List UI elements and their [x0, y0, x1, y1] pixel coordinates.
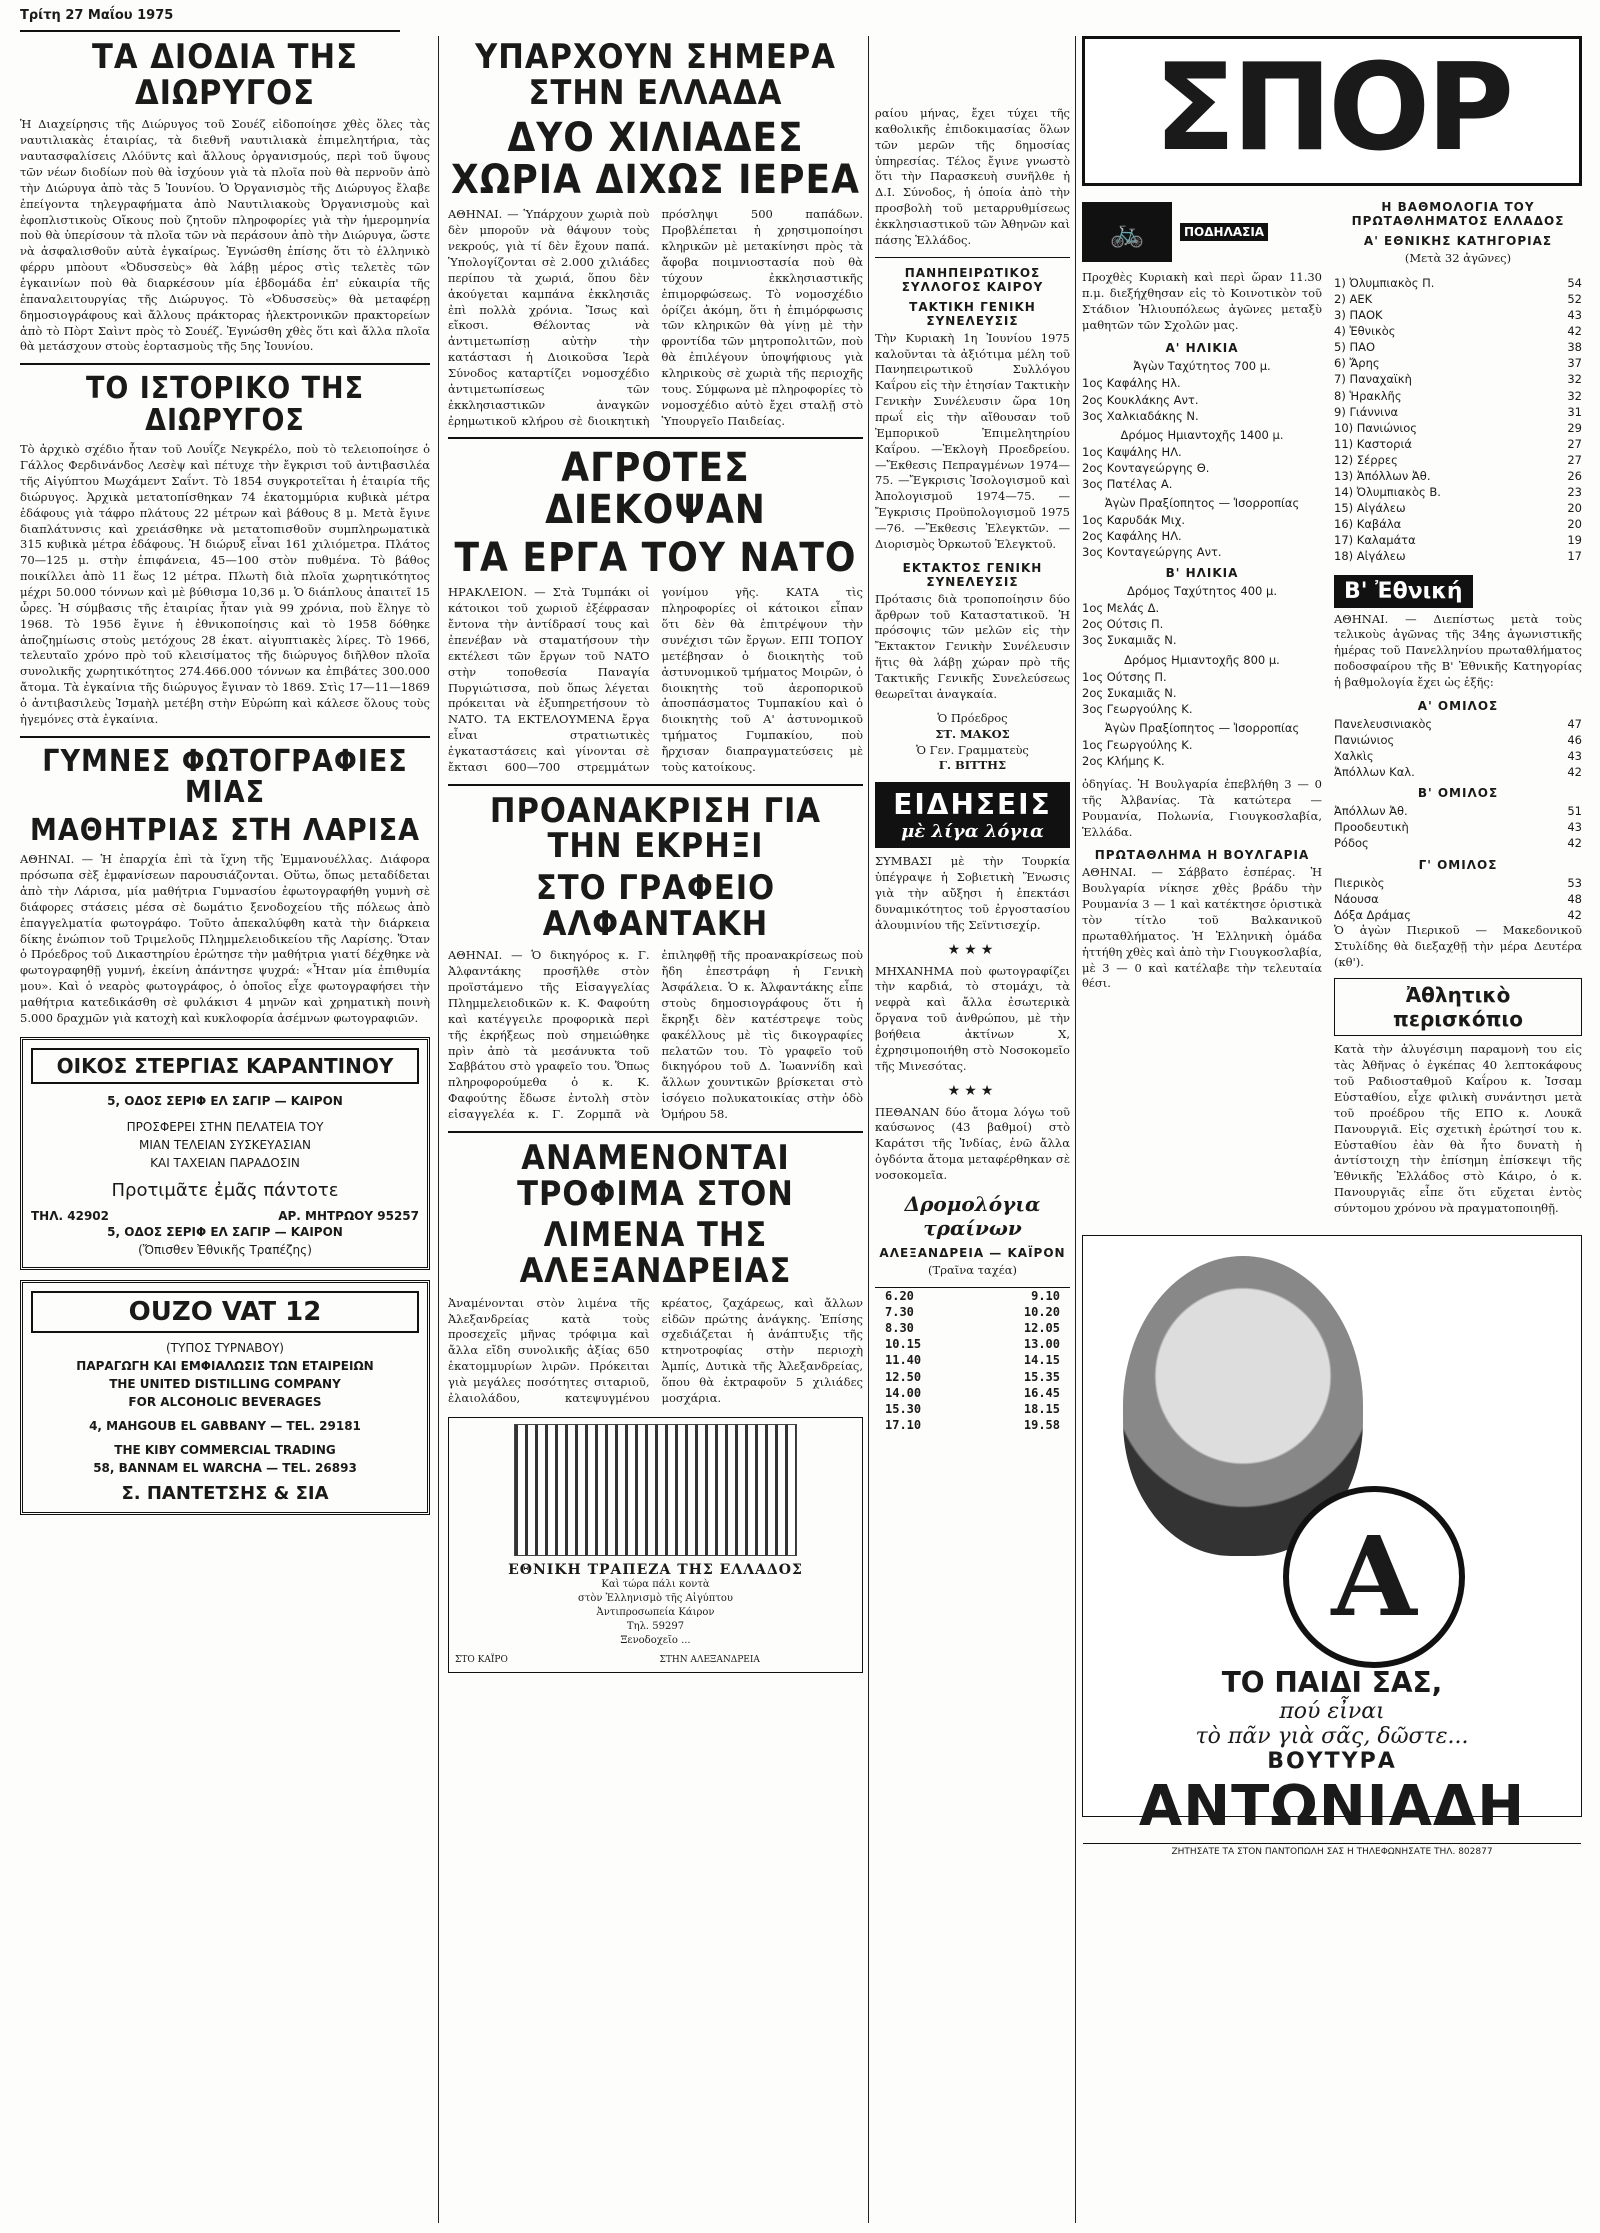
- article-body: ΗΡΑΚΛΕΙΟΝ. — Στὰ Τυμπάκι οἱ κάτοικοι τοῦ χωριοῦ ἐξέφρασαν ἔντονα τὴν ἀντίδρασί τους καὶ ἐπενέβαν νὰ σταματήσουν τὴν εκτέλεσι τῶν ἔργων τοῦ ΝΑΤΟ στὴν τοποθεσία Παναγία Πυργιώτισσα, ποὺ ὅπως λέγεται πρόκειται νὰ ἐξυπηρετήσουν τὸ ΝΑΤΟ. ΤΑ ΕΚΤΕΛΟΥΜΕΝΑ ἔργα εἶναι στρατιωτικὲς ἐγκαταστάσεις καὶ γίνονται σὲ ἔκτασι 600—700 στρεμμάτων γονίμου γῆς. ΚΑΤΑ τὶς πληροφορίες οἱ κάτοικοι εἶπαν ὅτι δὲν θὰ ἐπιτρέψουν τὴν συνέχισι τῶν ἔργων. ΕΠΙ ΤΟΠΟΥ μετέβησαν ὁ διοικητὴς τοῦ ἀστυνομικοῦ τμήματος Μοιρῶν, ὁ διοικητὴς τοῦ ἀεροπορικοῦ ἀποσπάσματος Τυμπακίου καὶ ὁ διοικητὴς τοῦ Α' ἀστυνομικοῦ τμήματος Γυμπακίου, ποὺ ἤρχισαν διαπραγματεύσεις μὲ τοὺς κατοίκους.: [448, 585, 863, 774]
- group-b-head: Β' ΟΜΙΛΟΣ: [1417, 786, 1499, 801]
- sports-right: [1334, 194, 1582, 1225]
- article-title-line1: ΑΓΡΟΤΕΣ ΔΙΕΚΟΨΑΝ: [545, 445, 766, 534]
- table-row: [875, 1336, 1070, 1352]
- table-cell: 7.30: [885, 1304, 914, 1319]
- table-row: [1082, 600, 1322, 616]
- table-cell: 54: [1567, 275, 1582, 290]
- periscope-text: Κατὰ τὴν ἀλυγέσιμη παραμονὴ του εἰς τὰς Ἀθῆνας ὁ ἐγκέπας 40 λεπτοκάφους τοῦ Ραδιοσταθμοῦ Καΐρου κ. Ἰσσαμ Εὐσταθίου, εἶχε φιλικὴ συνάντησι μετὰ τοῦ προέδρου τῆς ΕΠΟ κ. Λουκᾶ Πανουργιᾶ. Εἰς σχετικὴ ἐρώτησί του κ. Εὐσταθίου ἐὰν θὰ ἦτο δυνατὴ ἡ ἀντίστοιχη τὴν ἐπίσημη ἐπίσκεψι τῆς Ἐθνικῆς Ἑλλάδος στὸ Κάιρο, ὁ κ. Πανουργιᾶς εἶπε ὅτι εὔχεται ἐντὸς σύντομου χρόνου νὰ πραγματοποιηθῇ.: [1334, 1042, 1582, 1215]
- article-title-line1: ΑΝΑΜΕΝΟΝΤΑΙ ΤΡΟΦΙΜΑ ΣΤΟΝ: [517, 1137, 794, 1214]
- column-rule: [1075, 36, 1076, 2223]
- ad-slogan: Προτιμᾶτε ἐμᾶς πάντοτε: [111, 1179, 339, 1201]
- article-title: ΤΑ ΔΙΟΔΙΑ ΤΗΣ ΔΙΩΡΥΓΟΣ: [92, 37, 358, 113]
- table-row: [1334, 436, 1582, 452]
- table-row: [1334, 819, 1582, 835]
- table-cell: 16.45: [1023, 1385, 1060, 1400]
- group-c-table: [1334, 875, 1582, 923]
- article-title-line1: ΠΡΟΑΝΑΚΡΙΣΗ ΓΙΑ ΤΗΝ ΕΚΡΗΞΙ: [489, 790, 822, 867]
- table-row: [1082, 669, 1322, 685]
- table-cell: 13.00: [1023, 1337, 1060, 1352]
- table-cell: 14.15: [1023, 1353, 1060, 1368]
- table-row: [1334, 371, 1582, 387]
- separator-stars: ★★★: [947, 1082, 998, 1099]
- table-row: [1334, 404, 1582, 420]
- table-cell: Ἀπόλλων Ἀθ.: [1334, 804, 1408, 819]
- table-cell: 52: [1567, 291, 1582, 306]
- table-cell: 13) Ἀπόλλων Ἀθ.: [1334, 468, 1431, 483]
- table-row: [1334, 516, 1582, 532]
- article-continuation: ραίου μήνας, ἔχει τύχει τῆς καθολικῆς ἐπιδοκιμασίας ὅλων τῶν μερῶν τῆς δημοσίας ὑπηρεσίας. Τέλος ἔγινε γνωστὸ ὅτι τὴν Παρασκευὴ συνῆλθε ἡ Δ.Ι. Σύνοδος, ἡ ὁποία ἀπὸ τὴν προσβολὴ τοῦ μεταρρυθμίσεως ἐκκλησιαστικοῦ τῶν Ἀθηνῶν καὶ πάσης Ἑλλάδος.: [875, 106, 1070, 247]
- group-c-head: Γ' ΟΜΙΛΟΣ: [1418, 857, 1498, 872]
- table-row: [1334, 548, 1582, 564]
- bank-line: Τηλ. 59297: [626, 1620, 685, 1632]
- table-cell: 3ος Πατέλας Α.: [1082, 476, 1173, 491]
- notice-subhead: ΤΑΚΤΙΚΗ ΓΕΝΙΚΗ ΣΥΝΕΛΕΥΣΙΣ: [909, 299, 1036, 328]
- league-head: Η ΒΑΘΜΟΛΟΓΙΑ ΤΟΥ ΠΡΩΤΑΘΛΗΜΑΤΟΣ ΕΛΛΑΔΟΣ: [1351, 200, 1565, 228]
- table-row: [875, 1369, 1070, 1385]
- table-cell: 46: [1567, 732, 1582, 747]
- ad-line: ΠΡΟΣΦΕΡΕΙ ΣΤΗΝ ΠΕΛΑΤΕΙΑ ΤΟΥ: [126, 1119, 324, 1134]
- ad-footer: ΖΗΤΗΣΑΤΕ ΤΑ ΣΤΟΝ ΠΑΝΤΟΠΩΛΗ ΣΑΣ Η ΤΗΛΕΦΩΝΗΣΑΤΕ ΤΗΛ. 802877: [1083, 1843, 1581, 1857]
- ad-line: 4, MAHGOUB EL GABBANY — TEL. 29181: [89, 1418, 361, 1433]
- table-row: [875, 1401, 1070, 1417]
- table-row: [1334, 452, 1582, 468]
- table-row: [1082, 753, 1322, 769]
- table-cell: 2ος Κουκλάκης Αντ.: [1082, 392, 1199, 407]
- brand-logo: Α: [1283, 1486, 1465, 1668]
- table-row: [875, 1352, 1070, 1368]
- table-cell: 31: [1567, 404, 1582, 419]
- table-cell: Νάουσα: [1334, 891, 1379, 906]
- ad-antoniadi-butter: [1082, 1235, 1582, 1857]
- table-cell: Ρόδος: [1334, 836, 1369, 851]
- table-row: [1334, 500, 1582, 516]
- signature-name: Γ. ΒΙΤΤΗΣ: [938, 758, 1007, 773]
- table-cell: 8) Ἡρακλῆς: [1334, 388, 1402, 403]
- table-row: [1082, 544, 1322, 560]
- table-row: [1334, 907, 1582, 923]
- table-cell: Πανιώνιος: [1334, 732, 1395, 747]
- table-cell: 32: [1567, 388, 1582, 403]
- ad-line: THE KIBY COMMERCIAL TRADING: [114, 1442, 336, 1457]
- table-cell: 1ος Καρυδάκ Μιχ.: [1082, 513, 1185, 527]
- table-cell: Πανελευσινιακὸς: [1334, 716, 1433, 731]
- column-4-sports: [1082, 36, 1582, 2223]
- race-head: Ἀγὼν Πραξίοπητος — Ἰσορροπίας: [1104, 720, 1300, 735]
- table-cell: 12.05: [1023, 1321, 1060, 1336]
- league-note: (Μετὰ 32 ἀγῶνες): [1404, 251, 1512, 265]
- newspaper-page: [20, 8, 1585, 2223]
- ad-address: 5, ΟΔΟΣ ΣΕΡΙΦ ΕΛ ΣΑΓΙΡ — ΚΑΙΡΟΝ: [107, 1093, 343, 1108]
- table-cell: 10.15: [885, 1337, 922, 1352]
- ad-line: ΜΙΑΝ ΤΕΛΕΙΑΝ ΣΥΣΚΕΥΑΣΙΑΝ: [139, 1137, 311, 1152]
- table-cell: 27: [1567, 452, 1582, 467]
- table-cell: 15.35: [1023, 1369, 1060, 1384]
- sports-intro: ὁδηγίας. Ἡ Βουλγαρία ἐπεβλήθη 3 — 0 τῆς Ἀλβανίας. Τὰ κατώτερα — Ρουμανία, Πολωνία, Γιουγκοσλαβία, Ἑλλάδα.: [1082, 777, 1322, 839]
- column-3: [875, 36, 1070, 2223]
- news-briefs-subtitle: μὲ λίγα λόγια: [901, 821, 1044, 843]
- notice-signature: [875, 711, 1070, 774]
- table-cell: 10) Πανιώνιος: [1334, 420, 1418, 435]
- ad-line: πού εἶναι: [1279, 1698, 1385, 1724]
- article-title-line1: ΓΥΜΝΕΣ ΦΩΤΟΓΡΑΦΙΕΣ ΜΙΑΣ: [42, 743, 408, 811]
- table-row: [1082, 685, 1322, 701]
- column-2: [448, 36, 863, 2223]
- divider: [20, 363, 430, 365]
- ad-phone: ΤΗΛ. 42902: [31, 1208, 109, 1223]
- ad-address: 5, ΟΔΟΣ ΣΕΡΙΦ ΕΛ ΣΑΓΙΡ — ΚΑΙΡΟΝ: [107, 1224, 343, 1239]
- table-row: [1334, 532, 1582, 548]
- table-cell: 16) Καβάλα: [1334, 517, 1402, 532]
- table-cell: 10.20: [1023, 1304, 1060, 1319]
- table-cell: 18.15: [1023, 1402, 1060, 1416]
- table-cell: Πιερικὸς: [1334, 875, 1385, 890]
- table-cell: 19: [1567, 533, 1582, 548]
- column-rule: [868, 36, 869, 2223]
- bank-line: Ξενοδοχεῖο ...: [620, 1634, 691, 1646]
- notice-head: ΠΑΝΗΠΕΙΡΩΤΙΚΟΣ ΣΥΛΛΟΓΟΣ ΚΑΙΡΟΥ: [901, 265, 1044, 294]
- train-route: ΑΛΕΞΑΝΔΡΕΙΑ — ΚΑΪΡΟΝ: [879, 1245, 1066, 1260]
- table-row: [1334, 484, 1582, 500]
- table-row: [875, 1320, 1070, 1336]
- table-row: [1334, 732, 1582, 748]
- article-body: Ἡ Διαχείρησις τῆς Διώρυγος τοῦ Σουέζ εἰδοποίησε χθὲς ὅλες τὰς ναυτιλιακὰς ἑταιρίας, τὰ διεθνῆ ναυτιλιακὰ ἐπιμελητήρια, τὰς ναυτασφαλίσεις Λλόϋντς καὶ ἄλλους ὀργανισμούς, περὶ τοῦ ὕψους τῶν νέων διοδίων ποὺ θὰ ἰσχύουν γιὰ τὰ πλοῖα ποὺ θὰ περνοῦν ἀπὸ τὴν Διώρυγα ἀπὸ τὰς 5 Ἰουνίου. Ὁ Ὀργανισμὸς τῆς Διώρυγος ἔλαβε ἐπείγοντα τηλεγραφήματα ἀπὸ Ναυτιλιακοὺς Ὀργανισμοὺς καὶ ἐφοπλιστικοὺς Οἴκους ποὺ ζητοῦν πληροφορίες γιὰ τὴν ἡμερομηνία ποὺ θὰ ὑπερίσουν τὰ πλοῖα τῶν νὰ περάσουν ἀπὸ τὴν Διώρυγα, ὥστε νὰ ἀσφαλισθοῦν αὐτὰ ἐγκαίρως. Ἐγνώσθη ἐπίσης ὅτι τὸ ἑλληνικὸ φέρρυ μπὸουτ «Ὀδυσσεὺς» θὰ λάβῃ μέρος στὶς τελετὲς τῶν ἐγκαινίων ποὺ θὰ διαρκέσουν μία ἑβδομάδα ἐπ' εὐκαιρία τῆς ἐπαναλειτουργίας τῆς Διώρυγος. Τὸ «Ὀδυσσεὺς» θὰ μεταφέρῃ δημοσιογράφους καὶ ἄλλους πράκτορας ἠλεκτρονικῶν πρακτορείων ἀπὸ τὸ Πὸρτ Σαὶντ πρὸς τὸ Σουέζ. Ἐγνώσθη χθὲς ὅτι καὶ ἄλλα πλοῖα θὰ μετάσχουν στοὺς ἑορτασμοὺς τῆς 5ης Ἰουνίου.: [20, 117, 430, 354]
- train-note: (Τραῖνα ταχέα): [928, 1262, 1017, 1277]
- b-ethniki-banner: Β' Ἐθνική: [1334, 575, 1473, 608]
- table-row: [1334, 835, 1582, 851]
- ad-line: ΚΑΙ ΤΑΧΕΙΑΝ ΠΑΡΑΔΟΣΙΝ: [150, 1155, 300, 1170]
- table-cell: Προοδευτικὴ: [1334, 820, 1409, 835]
- race-head: Δρόμος Ημιαντοχῆς 1400 μ.: [1120, 427, 1284, 442]
- table-row: [1334, 420, 1582, 436]
- bulgaria-head: ΠΡΩΤΑΘΛΗΜΑ Η ΒΟΥΛΓΑΡΙΑ: [1094, 848, 1310, 863]
- cycling-label: ΠΟΔΗΛΑΣΙΑ: [1180, 223, 1268, 241]
- ad-national-bank: [448, 1417, 863, 1673]
- b-ethniki-text: ΑΘΗΝΑΙ. — Διεπίστως μετὰ τοὺς τελικοὺς ἀγῶνας τῆς 34ης ἀγωνιστικῆς ἡμέρας τοῦ Πανελληνίου πρωταθλήματος ποδοσφαίρου τῆς Β' Ἐθνικῆς Κατηγορίας ἡ βαθμολογία ἔχει ὡς ἑξῆς:: [1334, 611, 1582, 689]
- race-head: Ἀγὼν Ταχύτητος 700 μ.: [1133, 359, 1271, 374]
- train-schedule-title: Δρομολόγια τραίνων: [904, 1191, 1041, 1240]
- table-row: [1082, 616, 1322, 632]
- divider: [875, 257, 1070, 258]
- table-cell: 11) Καστοριά: [1334, 436, 1412, 451]
- table-row: [1082, 408, 1322, 424]
- article-title-line2: ΤΑ ΕΡΓΑ ΤΟΥ ΝΑΤΟ: [454, 535, 857, 582]
- ad-note: (Ὄπισθεν Ἐθνικῆς Τραπέζης): [138, 1242, 312, 1257]
- table-cell: 11.40: [885, 1353, 922, 1368]
- table-row: [1334, 803, 1582, 819]
- news-brief: ΠΕΘΑΝΑΝ δύο ἄτομα λόγω τοῦ καύσωνος (43 βαθμοί) στὸ Καράτσι τῆς Ἰνδίας, ἐνῶ ἄλλα ὀγδόντα ἄτομα μεταφέρθηκαν σὲ νοσοκομεῖα.: [875, 1104, 1070, 1182]
- table-row: [1334, 355, 1582, 371]
- ad-line: τὸ πᾶν γιὰ σᾶς, δῶστε...: [1195, 1723, 1469, 1749]
- table-cell: 47: [1567, 716, 1582, 731]
- table-cell: 2ος Ούτσις Π.: [1082, 617, 1164, 632]
- table-row: [1082, 528, 1322, 544]
- table-row: [1334, 339, 1582, 355]
- table-cell: 38: [1567, 340, 1582, 355]
- table-cell: 19.58: [1023, 1418, 1060, 1433]
- table-cell: 1) Ὀλυμπιακὸς Π.: [1334, 275, 1435, 290]
- cycling-text: Προχθὲς Κυριακὴ καὶ περὶ ὥραν 11.30 π.μ. διεξήχθησαν εἰς τὸ Κοινοτικὸν τοῦ Στάδιον Ἡλιουπόλεως ἀγῶνες μεταξὺ μαθητῶν τῶν Σχολῶν μας.: [1082, 270, 1322, 332]
- train-schedule-table: [875, 1287, 1070, 1434]
- table-row: [875, 1417, 1070, 1433]
- group-c-note: Ὁ ἀγὼν Πιερικοῦ — Μακεδονικοῦ Στυλίδης θὰ διεξαχθῇ τὴν μέρα Δευτέρα (κθ').: [1334, 922, 1582, 969]
- ad-contact-row: [31, 1209, 419, 1223]
- news-brief: ΜΗΧΑΝΗΜΑ ποὺ φωτογραφίζει τὴν καρδιά, τὸ στομάχι, τὰ νεφρὰ καὶ ἄλλα ἐσωτερικὰ ὄργανα τοῦ ἀνθρώπου, μὲ τὴν βοήθεια ἀκτίνων Χ, ἐχρησιμοποιήθη στὸ Νοσοκομεῖο τῆς Μινεσότας.: [875, 963, 1070, 1073]
- bank-branches: [455, 1654, 856, 1666]
- table-row: [1334, 764, 1582, 780]
- race-results-b: [1082, 584, 1322, 769]
- masthead-date: Τρίτη 27 Μαΐου 1975: [20, 8, 400, 32]
- table-row: [875, 1304, 1070, 1320]
- table-row: [1082, 392, 1322, 408]
- table-row: [1082, 375, 1322, 391]
- table-row: [1334, 275, 1582, 291]
- ad-line: FOR ALCOHOLIC BEVERAGES: [128, 1394, 322, 1409]
- table-cell: 20: [1567, 517, 1582, 532]
- separator-stars: ★★★: [947, 941, 998, 958]
- table-row: [1082, 512, 1322, 528]
- article-body: ΑΘΗΝΑΙ. — Ἡ ἐπαρχία ἐπὶ τὰ ἴχνη τῆς Ἐμμανουέλλας. Διάφορα πρόσωπα σὲξ ἐμφανίσεων παρουσιάζονται. Οὕτω, ὅπως μεταδίδεται ἀπὸ τὴν Λάρισα, μία μαθήτρια Γυμνασίου ἐφωτογραφήθη γυμνὴ σὲ διάφορες στάσεις μέσα σὲ δωμάτιο ξενοδοχείου τῆς πόλεως ἀπὸ ἐπαγγελματία φωτογράφο. Τοῦτο ἀπεκαλύφθη κατὰ τὴν διάρκεια δίκης ἐνώπιον τοῦ Τριμελοῦς Πλημμελειοδικείου τῆς Λαρίσης. Ὅταν ὁ Πρόεδρος τοῦ Δικαστηρίου ἐρώτησε τὴν μαθήτρια γιατί δέχθηκε νὰ φωτογραφηθῇ γυμνή, ἐκείνη ἀπάντησε ψυχρά: «Ἦταν μία ἐπιθυμία μου». Καὶ ὁ νεαρὸς φωτογράφος, ὁ ὁποῖος εἶχε φωτογραφήσει τὴν μαθήτρια κατεδικάσθη σὲ φυλάκισι 4 μηνῶν καὶ χρηματικὴ ποινὴ 5.000 δραχμῶν γιὰ κατοχὴ καὶ κυκλοφορία ἀσέμνων φωτογραφιῶν.: [20, 852, 430, 1025]
- sports-section-title: ΣΠΟΡ: [1082, 36, 1582, 186]
- table-cell: 43: [1567, 820, 1582, 835]
- periscope-title-1: Ἀθλητικὸ: [1405, 983, 1511, 1008]
- notice-body: Τὴν Κυριακὴ 1η Ἰουνίου 1975 καλοῦνται τὰ ἀξιότιμα μέλη τοῦ Πανηπειρωτικοῦ Συλλόγου Καΐρου εἰς τὴν ἐτησίαν Τακτικὴν Γενικὴν Συνέλευσιν ὥρα 10η πρωΐ εἰς τὴν αἴθουσαν τοῦ Ἐμπορικοῦ Ἐπιμελητηρίου Καΐρου. —Ἐκλογὴ Προεδρείου. —Ἔκθεσις Πεπραγμένων 1974—75. —Ἔγκρισις Ἰσολογισμοῦ καὶ Ἀπολογισμοῦ 1974—75. —Ἔγκρισις Προϋπολογισμοῦ 1975—76. —Ἔκθεσις Ἐλεγκτῶν. —Διορισμὸς Ὀρκωτοῦ Ἐλεγκτοῦ.: [875, 330, 1070, 551]
- table-row: [1082, 632, 1322, 648]
- table-cell: 26: [1567, 468, 1582, 483]
- bank-name: ΕΘΝΙΚΗ ΤΡΑΠΕΖΑ ΤΗΣ ΕΛΛΑΔΟΣ: [508, 1561, 803, 1578]
- notice-subhead: ΕΚΤΑΚΤΟΣ ΓΕΝΙΚΗ ΣΥΝΕΛΕΥΣΙΣ: [902, 560, 1043, 589]
- race-results-a: [1082, 359, 1322, 560]
- news-briefs-title: ΕΙΔΗΣΕΙΣ: [893, 788, 1052, 822]
- table-cell: 15) Αἰγάλεω: [1334, 501, 1406, 516]
- table-row: [1334, 388, 1582, 404]
- table-cell: 2ος Κλήμης Κ.: [1082, 753, 1165, 768]
- article-title-line2: ΔΥΟ ΧΙΛΙΑΔΕΣ ΧΩΡΙΑ ΔΙΧΩΣ ΙΕΡΕΑ: [451, 115, 860, 204]
- table-cell: 17) Καλαμάτα: [1334, 533, 1416, 548]
- league-subhead: Α' ΕΘΝΙΚΗΣ ΚΑΤΗΓΟΡΙΑΣ: [1363, 234, 1553, 248]
- table-cell: 29: [1567, 420, 1582, 435]
- column-rule: [438, 36, 439, 2223]
- table-row: [1334, 716, 1582, 732]
- bank-branch-alexandria: ΣΤΗΝ ΑΛΕΞΑΝΔΡΕΙΑ: [659, 1654, 760, 1665]
- table-cell: 42: [1567, 907, 1582, 922]
- article-title-line2: ΜΑΘΗΤΡΙΑΣ ΣΤΗ ΛΑΡΙΣΑ: [30, 812, 420, 848]
- race-head: Δρόμος Ημιαντοχῆς 800 μ.: [1124, 652, 1280, 667]
- table-cell: 2) ΑΕΚ: [1334, 291, 1373, 306]
- race-head: Ἀγὼν Πραξίοπητος — Ἰσορροπίας: [1104, 496, 1300, 510]
- table-cell: 12.50: [885, 1369, 922, 1384]
- periscope-title-2: περισκόπιο: [1393, 1007, 1523, 1032]
- table-cell: 43: [1567, 749, 1582, 764]
- article-body: ΑΘΗΝΑΙ. — Ὁ δικηγόρος κ. Γ. Ἀλφαντάκης προσῆλθε στὸν προϊστάμενο τῆς Εἰσαγγελίας Πλημμελειοδικῶν κ. Κ. Φαφούτη καὶ κατέγγειλε προφορικὰ περὶ τῆς ἐκρήξεως ποὺ σημειώθηκε πρὶν ἀπὸ τὰ μεσάνυκτα τοῦ Σαββάτου στὸ γραφεῖο του. Ὅπως πληροφορούμεθα ὁ κ. Κ. Φαφούτης ἔδωσε ἐντολὴ στὸν εἰσαγγελέα κ. Γ. Ζορμπᾶ νὰ ἐπιληφθῇ τῆς προανακρίσεως ποὺ ἤδη ἐπεστράφη ἡ Γενικὴ Ἀσφάλεια. Ὁ κ. Ἀλφαντάκης εἶπε στοὺς δημοσιογράφους ὅτι ἡ ἔκρηξι δὲν κατέστρεψε τοὺς φακέλλους μὲ τὶς δικογραφίες πελατῶν του. Τὸ γραφεῖο τοῦ δικηγόρου τοῦ Δ. Ἰωαννίδη καὶ ἄλλων χουντικῶν βρίσκεται στὸ ἰσόγειο πολυκατοικίας στὴν ὁδὸ Ὀμήρου 58.: [448, 948, 863, 1122]
- table-cell: 2ος Συκαμιᾶς Ν.: [1082, 685, 1177, 700]
- ad-copy: [1083, 1666, 1581, 1857]
- table-cell: 51: [1567, 804, 1582, 819]
- table-cell: 32: [1567, 372, 1582, 387]
- table-cell: 42: [1567, 836, 1582, 851]
- ad-registry: ΑΡ. ΜΗΤΡΩΟΥ 95257: [278, 1208, 419, 1223]
- table-cell: 43: [1567, 308, 1582, 323]
- divider: [448, 784, 863, 786]
- bank-line: Καὶ τώρα πάλι κοντὰ: [601, 1578, 710, 1590]
- group-a-table: [1334, 716, 1582, 780]
- signature-title: Ὁ Γεν. Γραμματεὺς: [916, 742, 1029, 757]
- article-title: ΤΟ ΙΣΤΟΡΙΚΟ ΤΗΣ ΔΙΩΡΥΓΟΣ: [85, 371, 365, 438]
- column-1: [20, 36, 430, 2223]
- table-row: [875, 1385, 1070, 1401]
- table-row: [1082, 737, 1322, 753]
- ad-line: ΠΑΡΑΓΩΓΗ ΚΑΙ ΕΜΦΙΑΛΩΣΙΣ ΤΩΝ ΕΤΑΙΡΕΙΩΝ: [76, 1358, 374, 1373]
- table-cell: 17: [1567, 549, 1582, 564]
- group-b-table: [1334, 803, 1582, 851]
- news-briefs-banner: [875, 782, 1070, 848]
- table-cell: 3) ΠΑΟΚ: [1334, 308, 1383, 323]
- article-title-line2: ΣΤΟ ΓΡΑΦΕΙΟ ΑΛΦΑΝΤΑΚΗ: [535, 868, 776, 944]
- article-body: Ἀναμένονται στὸν λιμένα τῆς Ἀλεξανδρείας κατὰ τοὺς προσεχεῖς μῆνας τρόφιμα καὶ ἄλλα εἴδη συνολικῆς ἀξίας 650 ἑκατομμυρίων λιρῶν. Πρόκειται γιὰ μεγάλες ποσότητες σιταριοῦ, ἐλαιολάδου, κατεψυγμένου κρέατος, ζαχάρεως, καὶ ἄλλων εἰδῶν πρώτης ἀνάγκης. Ἐπίσης σχεδιάζεται ἡ ἀνάπτυξις τῆς κτηνοτροφίας στὴν περιοχὴ Ἀμπίς, Δυτικὰ τῆς Ἀλεξανδρείας, ὅπου θὰ ἐκτραφοῦν 5 χιλιάδες μοσχάρια.: [448, 1295, 863, 1405]
- table-row: [1334, 891, 1582, 907]
- table-row: [1334, 291, 1582, 307]
- table-cell: 27: [1567, 436, 1582, 451]
- table-cell: 17.10: [885, 1418, 922, 1433]
- table-cell: 9) Γιάννινα: [1334, 404, 1399, 419]
- table-cell: 14.00: [885, 1385, 922, 1400]
- bank-building-image: [514, 1424, 797, 1556]
- table-cell: 2ος Κονταγεώργης Θ.: [1082, 460, 1210, 475]
- table-cell: 18) Αἰγάλεω: [1334, 549, 1406, 564]
- table-cell: 7) Παναχαϊκὴ: [1334, 372, 1412, 387]
- group-a-head: Α' ΟΜΙΛΟΣ: [1417, 698, 1499, 713]
- table-cell: 3ος Συκαμιᾶς Ν.: [1082, 633, 1177, 648]
- athletic-periscope: [1334, 978, 1582, 1036]
- table-cell: 1ος Καφάλης Ηλ.: [1082, 376, 1181, 391]
- table-cell: 8.30: [885, 1321, 914, 1336]
- ad-title: ΟΙΚΟΣ ΣΤΕΡΓΙΑΣ ΚΑΡΑΝΤΙΝΟΥ: [31, 1048, 419, 1084]
- ad-title: OUZO VAT 12: [31, 1291, 419, 1333]
- table-cell: 12) Σέρρες: [1334, 452, 1398, 467]
- table-row: [1334, 875, 1582, 891]
- table-cell: 23: [1567, 485, 1582, 500]
- bank-line: Ἀντιπροσωπεία Κάιρον: [596, 1606, 715, 1618]
- table-row: [875, 1288, 1070, 1304]
- ad-line: 58, BANNAM EL WARCHA — TEL. 26893: [93, 1460, 357, 1475]
- ad-karantinou: [20, 1037, 430, 1270]
- ad-brand: ΑΝΤΩΝΙΑΔΗ: [1138, 1773, 1526, 1839]
- ad-line: ΤΟ ΠΑΙΔΙ ΣΑΣ,: [1221, 1665, 1443, 1699]
- divider: [448, 1131, 863, 1133]
- age-group-b: Β' ΗΛΙΚΙΑ: [1165, 566, 1239, 581]
- table-cell: Χαλκὶς: [1334, 749, 1374, 764]
- table-cell: 3ος Χαλκιαδάκης Ν.: [1082, 408, 1199, 423]
- sports-body: [1082, 194, 1582, 1225]
- bank-line: στὸν Ἑλληνισμὸ τῆς Αἰγύπτου: [578, 1592, 733, 1604]
- table-cell: 1ος Γεωργούλης Κ.: [1082, 737, 1193, 752]
- table-row: [1082, 460, 1322, 476]
- table-cell: Ἀπόλλων Καλ.: [1334, 765, 1415, 780]
- race-head: Δρόμος Ταχύτητος 400 μ.: [1126, 584, 1278, 599]
- divider: [20, 736, 430, 738]
- table-cell: 1ος Καψάλης ΗΛ.: [1082, 444, 1182, 459]
- news-brief: ΣΥΜΒΑΣΙ μὲ τὴν Τουρκία ὑπέγραψε ἡ Σοβιετικὴ Ἕνωσις γιὰ τὴν αὔξησι ἡ ἐπεκτάσι δυναμικότητος τοῦ ἐργοστασίου ἀλουμινίου τῆς Σεϊντισεχίρ.: [875, 854, 1070, 932]
- ad-line: THE UNITED DISTILLING COMPANY: [109, 1376, 341, 1391]
- table-row: [1334, 468, 1582, 484]
- table-cell: 1ος Ούτσης Π.: [1082, 669, 1167, 684]
- ad-company: Σ. ΠΑΝΤΕΤΣΗΣ & ΣΙΑ: [121, 1482, 329, 1504]
- table-row: [1082, 444, 1322, 460]
- cycling-header: [1082, 202, 1322, 262]
- table-cell: 6) Ἄρης: [1334, 356, 1380, 371]
- b-ethniki-banner-wrap: [1334, 575, 1582, 608]
- notice-body: Πρότασις διὰ τροποποίησιν δύο ἄρθρων τοῦ Καταστατικοῦ. Ἡ πρόσοψις τῶν μελῶν εἰς τὴν Ἔκτακτον Γενικὴν Συνέλευσιν ἥτις θὰ λάβῃ χώραν πρὸ τῆς Τακτικῆς Γενικῆς Συνελεύσεως θεωρεῖται ἀναγκαία.: [875, 591, 1070, 701]
- table-cell: 3ος Κονταγεώργης Αντ.: [1082, 545, 1222, 560]
- table-cell: 37: [1567, 356, 1582, 371]
- table-cell: 53: [1567, 875, 1582, 890]
- table-row: [1082, 701, 1322, 717]
- table-cell: 5) ΠΑΟ: [1334, 340, 1376, 355]
- table-cell: Δόξα Δράμας: [1334, 907, 1411, 922]
- age-group-a: Α' ΗΛΙΚΙΑ: [1165, 341, 1239, 356]
- bank-branch-cairo: ΣΤΟ ΚΑΪΡΟ: [455, 1654, 508, 1665]
- table-cell: 42: [1567, 324, 1582, 339]
- article-body: ΑΘΗΝΑΙ. — Ὑπάρχουν χωριὰ ποὺ δὲν μποροῦν νὰ θάψουν τοὺς νεκρούς, γιὰ τί δὲν ἔχουν παπά. Ὑπολογίζονται σὲ 2.000 χιλιάδες περίπου τὰ χωριά, ὅπου δὲν ἀκούγεται καμπάνα ἐκκλησιᾶς ἐπὶ πολλὰ χρόνια. Ἴσως καὶ εἴκοσι. Θέλοντας νὰ ἀντιμετωπίσῃ αὐτὴν τὴν κατάστασι ἡ Διοικοῦσα Ἱερὰ Σύνοδος καταρτίζει νομοσχέδιο ἀντιμετωπίσεως τῶν ἐκκλησιαστικῶν ἀναγκῶν ἐρημωτικοῦ κλήρου σὲ διοικητικὴ πρόσληψι 500 παπάδων. Προβλέπεται ἡ χρησιμοποίησι κληρικῶν μὲ μετακίνησι πρὸς τὰ ἄφοβα ποιμνιοστασία ποὺ θὰ τύχουν ἐκκλησιαστικῆς ἐπιμορφώσεως. Τὸ νομοσχέδιο ὁρίζει ἀκόμη, ὅτι ἡ ἐπιμόρφωσις τῶν κληρικῶν θὰ γίνῃ μὲ τὴν φροντίδα τῶν μητροπολιτῶν, ποὺ θὰ ἐπιλέγουν ὑποψήφιους γιὰ κληρικοὺς σὲ χωριὰ τῆς περιοχῆς τους. Σύμφωνα μὲ πληροφορίες τὸ νομοσχέδιο αὐτὸ ἔχει σταλῇ στὸ Ὑπουργεῖο Παιδείας.: [448, 207, 863, 428]
- table-row: [1334, 307, 1582, 323]
- table-row: [1082, 476, 1322, 492]
- article-title-line2: ΛΙΜΕΝΑ ΤΗΣ ΑΛΕΞΑΝΔΡΕΙΑΣ: [519, 1215, 792, 1291]
- table-cell: 3ος Γεωργούλης Κ.: [1082, 701, 1193, 716]
- table-cell: 42: [1567, 765, 1582, 780]
- table-cell: 4) Ἐθνικὸς: [1334, 324, 1396, 339]
- table-cell: 14) Ὀλυμπιακὸς Β.: [1334, 485, 1441, 500]
- league-table: [1334, 275, 1582, 565]
- ad-ouzo: [20, 1280, 430, 1515]
- sports-left: [1082, 194, 1322, 1225]
- bulgaria-text: ΑΘΗΝΑΙ. — Σάββατο ἑσπέρας. Ἡ Βουλγαρία νίκησε χθὲς βράδυ τὴν Ρουμανία 3 — 1 καὶ κατέκτησε ὁριστικὰ τὸν τίτλο τοῦ Βαλκανικοῦ πρωταθλήματος. Ἡ Ἑλληνικὴ ὁμάδα ἡττήθη χθὲς καὶ ἀπὸ τὴν Γιουγκοσλαβία, μὲ 3 — 0 καὶ κατέλαβε τὴν τελευταία θέσι.: [1082, 865, 1322, 991]
- table-cell: 9.10: [1031, 1288, 1060, 1303]
- ad-subtitle: (ΤΥΠΟΣ ΤΥΡΝΑΒΟΥ): [166, 1340, 284, 1355]
- article-title-line1: ΥΠΑΡΧΟΥΝ ΣΗΜΕΡΑ ΣΤΗΝ ΕΛΛΑΔΑ: [475, 37, 836, 113]
- table-row: [1334, 748, 1582, 764]
- table-cell: 2ος Καφάλης ΗΛ.: [1082, 529, 1182, 544]
- divider: [448, 437, 863, 439]
- signature-title: Ὁ Πρόεδρος: [937, 710, 1008, 725]
- table-row: [1334, 323, 1582, 339]
- table-cell: 48: [1567, 891, 1582, 906]
- bicycle-icon: 🚲: [1082, 202, 1172, 262]
- signature-name: ΣΤ. ΜΑΚΟΣ: [935, 726, 1010, 741]
- table-cell: 6.20: [885, 1288, 914, 1303]
- article-body: Τὸ ἀρχικὸ σχέδιο ἦταν τοῦ Λουΐζε Νεγκρέλο, ποὺ τὸ τελειοποίησε ὁ Γάλλος Φερδινάνδος Λεσὲψ καὶ πέτυχε τὴν ἔγκρισι τοῦ ἀντιβασιλέα τῆς Αἰγύπτου Μωχάμεντ Σαΐντ. Τὸ 1854 συγκροτεῖται ἡ ἑταιρία τῆς διώρυγος. Ἀρχικὰ μετατοπίσθηκαν 74 ἑκατομμύρια κυβικὰ μέτρα ἐδάφους γιὰ τάφρο πλάτους 22 μέτρων καὶ βάθους 8 μ. Μετὰ ἔγινε διαπλάτυνσις καὶ χρειάσθηκε νὰ μετατοπισθοῦν συμπληρωματικὰ 315 κυβικὰ μέτρα ἐδάφους. Ἡ διώρυξ εἶναι 161 χιλιόμετρα. Πλάτος 70—125 μ. στὴν ἐπιφάνεια, 45—100 στὸν πυθμένα. Τὸ βάθος ποικίλλει ἀπὸ 11 ἕως 12 μέτρα. Πλωτὴ διὰ πλοῖα χωρητικότητος μέχρι 50.000 τόννων καὶ μὲ βύθισμα 10,36 μ. Ὁ διάπλους ἀπαιτεῖ 15 ὧρες. Ἡ σύμβασις τῆς ἑταιρίας ἦταν γιὰ 99 χρόνια, ποὺ ἔληγε τὸ 1968. Τὸ 1956 ἔγινε ἡ ἐθνικοποίησις καὶ τὸ 1958 δόθηκε ἀποζημίωσις στοὺς μετόχους 28 ἑκατ. αἰγυπτιακὲς λίρες. Τὸ 1966, τελευταῖο χρόνο πρὸ τοῦ κλεισίματος τῆς διώρυγος διῆλθον πλοῖα συνολικῆς χωρητικότητος 274.466.000 τόννων κα ἐπιβάτες 300.000 ἄτομα. Τὰ ἐγκαίνια τῆς διώρυγος ἔγιναν τὸ 1869. Στὶς 17—11—1869 ὁ ἀντιβασιλεὺς Ἰσμαὴλ μετέβη στὴν Εὐρώπη καὶ κάλεσε ὅλους τοὺς ἡγεμόνες στὰ ἐγκαίνια.: [20, 442, 430, 726]
- ad-product: ΒΟΥΤΥΡΑ: [1267, 1748, 1397, 1774]
- table-cell: 15.30: [885, 1402, 922, 1416]
- table-cell: 20: [1567, 501, 1582, 516]
- table-cell: 1ος Μελάς Δ.: [1082, 601, 1160, 616]
